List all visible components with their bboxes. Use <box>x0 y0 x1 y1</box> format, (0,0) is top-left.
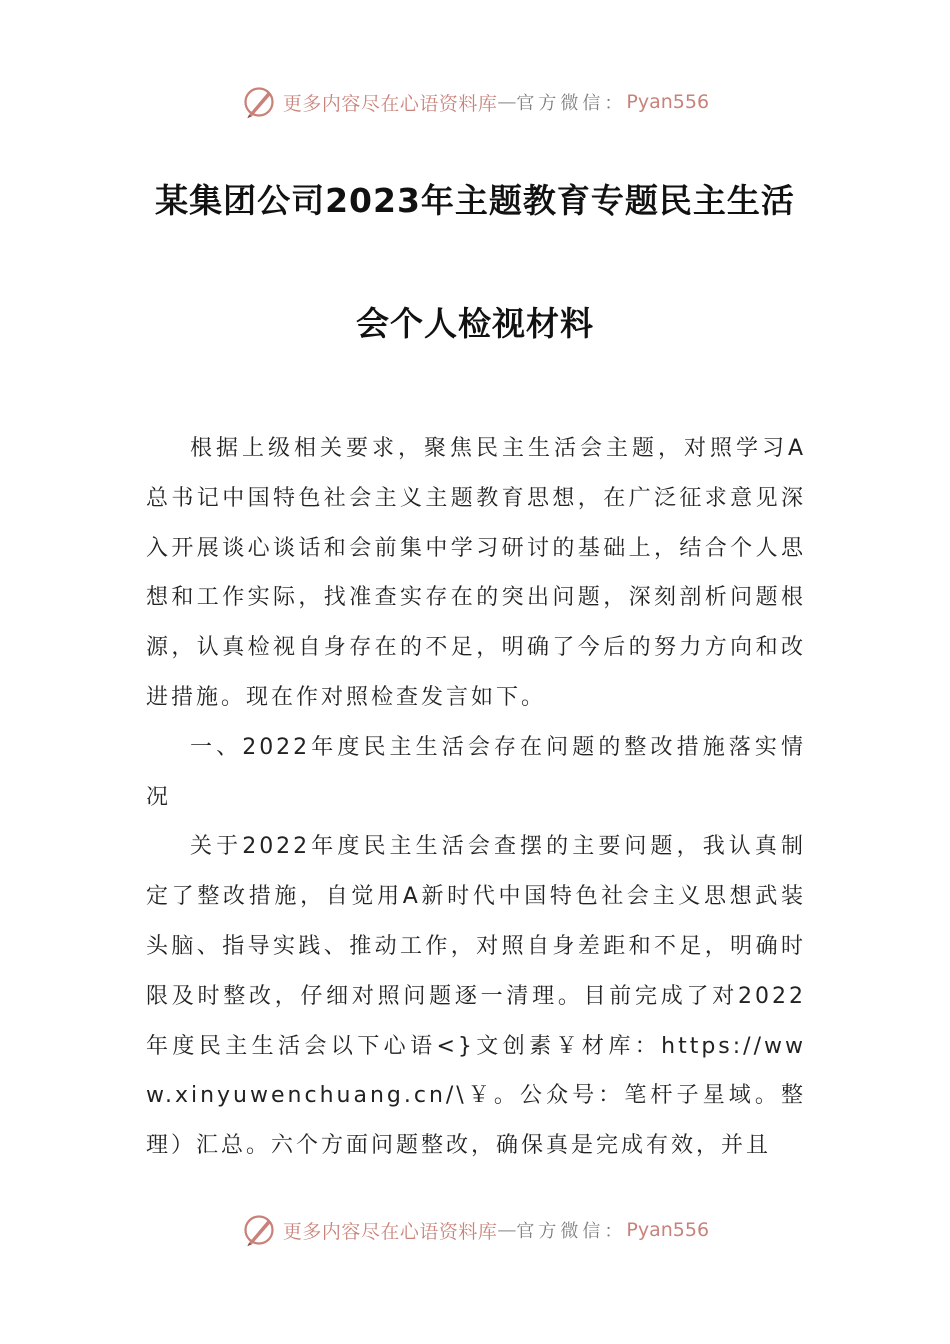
document-title-line2: 会个人检视材料 <box>356 304 594 343</box>
header-watermark-banner <box>0 82 950 122</box>
banner-wechat-label: 官方微信： <box>516 93 627 114</box>
banner-dash: — <box>497 1219 517 1241</box>
banner-wechat-id: Pyan556 <box>626 1219 710 1241</box>
banner-wechat-label: 官方微信： <box>516 1221 627 1242</box>
banner-library-text: 更多内容尽在心语资料库 <box>282 92 498 115</box>
banner-wechat-id: Pyan556 <box>626 91 710 113</box>
pen-logo-icon <box>241 1212 277 1248</box>
document-body <box>146 424 806 1171</box>
paragraph-section-heading: 一、2022年度民主生活会存在问题的整改措施落实情况 <box>146 734 806 810</box>
banner-dash: — <box>497 91 517 113</box>
pen-logo-icon <box>241 84 277 120</box>
footer-watermark-banner <box>0 1210 950 1250</box>
paragraph-intro: 根据上级相关要求，聚焦民主生活会主题，对照学习A总书记中国特色社会主义主题教育思想，在广泛征求意见深入开展谈心谈话和会前集中学习研讨的基础上，结合个人思想和工作实际，找准查实存在的突出问题，深刻剖析问题根源，认真检视自身存在的不足，明确了今后的努力方向和改进措施。现在作对照检查发言如下。 <box>146 436 806 710</box>
banner-library-text: 更多内容尽在心语资料库 <box>282 1220 498 1243</box>
paragraph-rectification: 关于2022年度民主生活会查摆的主要问题，我认真制定了整改措施，自觉用A新时代中国特色社会主义思想武装头脑、指导实践、推动工作，对照自身差距和不足，明确时限及时整改，仔细对照问题逐一清理。目前完成了对2022年度民主生活会以下心语<}文创素￥材库：https://www.xinyuwenchuang.cn/\￥。公众号：笔杆子星域。整理）汇总。六个方面问题整改，确保真是完成有效，并且 <box>146 834 806 1159</box>
document-title-line1: 某集团公司2023年主题教育专题民主生活 <box>155 181 795 220</box>
